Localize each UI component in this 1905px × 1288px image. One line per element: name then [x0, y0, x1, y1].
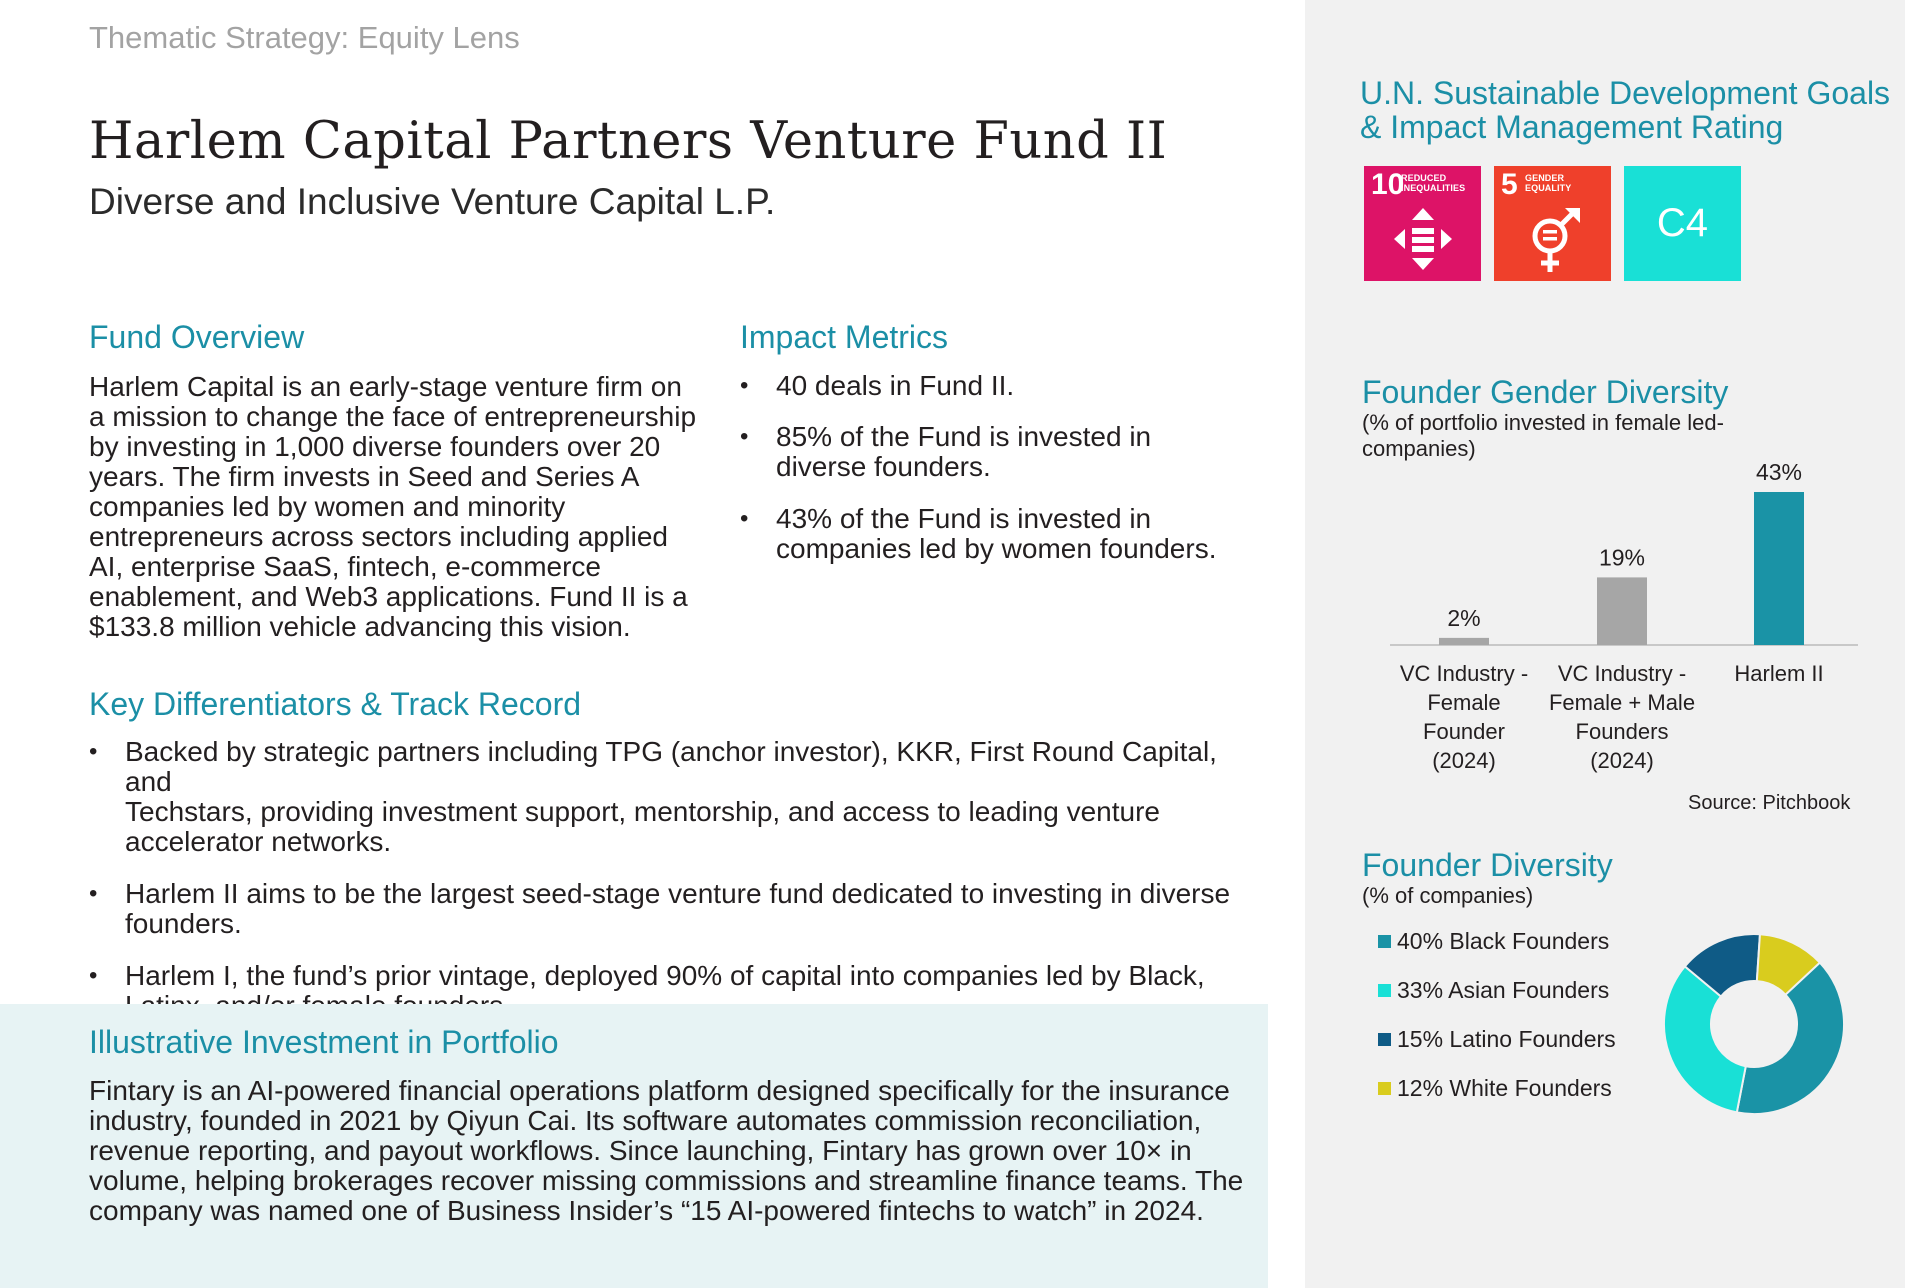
bar — [1597, 577, 1647, 645]
legend-label: 12% White Founders — [1397, 1075, 1612, 1101]
data-label: 43% — [1755, 459, 1803, 485]
sdg-caption — [1401, 173, 1465, 193]
list-item-line: diverse founders. — [776, 451, 991, 482]
fund-overview-heading: Fund Overview — [89, 319, 305, 355]
category-label: VC Industry - — [1399, 661, 1529, 686]
portfolio-line: revenue reporting, and payout workflows. Since launching, Fintary has grown over 10× in — [89, 1135, 1192, 1166]
category-label: VC Industry - — [1557, 661, 1687, 686]
fund-overview-line: by investing in 1,000 diverse founders over 20 — [89, 431, 661, 462]
differentiators-heading: Key Differentiators & Track Record — [89, 686, 582, 722]
diversity-chart-subtitle: (% of companies) — [1362, 883, 1534, 908]
bullet: • — [740, 372, 749, 399]
gender-chart-subtitle-line: companies) — [1362, 436, 1476, 461]
legend-item — [1378, 928, 1616, 955]
list-item-line: Backed by strategic partners including TPG (anchor investor), KKR, First Round Capital, and — [125, 736, 1217, 797]
legend-item — [1378, 1026, 1616, 1053]
legend-item — [1378, 1075, 1616, 1102]
list-item-line: Techstars, providing investment support, mentorship, and access to leading venture — [125, 796, 1161, 827]
reduced-inequalities-icon — [1392, 206, 1454, 272]
category-label: (2024) — [1590, 748, 1654, 773]
list-item-line: 43% of the Fund is invested in — [776, 503, 1152, 534]
list-item-line: Harlem I, the fund’s prior vintage, deployed 90% of capital into companies led by Black, — [125, 960, 1205, 991]
sdg-heading — [1360, 76, 1890, 144]
legend-swatch — [1378, 1033, 1391, 1046]
list-item — [740, 422, 1260, 482]
category-label: Founder — [1423, 719, 1505, 744]
category-label: (2024) — [1432, 748, 1496, 773]
data-label: 2% — [1447, 604, 1481, 631]
portfolio-line: company was named one of Business Insider’s “15 AI-powered fintechs to watch” in 2024. — [89, 1195, 1204, 1226]
category-label: Female + Male — [1548, 690, 1696, 715]
gender-chart-subtitle-line: (% of portfolio invested in female led- — [1362, 410, 1724, 435]
portfolio-line: Fintary is an AI-powered financial operations platform designed specifically for the insurance — [89, 1075, 1230, 1106]
bullet: • — [89, 962, 98, 989]
bar — [1754, 492, 1804, 645]
fund-overview-line: AI, enterprise SaaS, fintech, e-commerce — [89, 551, 601, 582]
diversity-chart-heading: Founder Diversity — [1362, 847, 1613, 883]
portfolio-text — [89, 1076, 1259, 1226]
list-item-line: Harlem II aims to be the largest seed-stage venture fund dedicated to investing in diverse — [125, 878, 1231, 909]
list-item-line: accelerator networks. — [125, 826, 392, 857]
bullet: • — [89, 738, 98, 765]
donut-slice — [1664, 966, 1746, 1112]
category-label: Harlem II — [1734, 661, 1824, 686]
portfolio-heading: Illustrative Investment in Portfolio — [89, 1024, 559, 1060]
legend-swatch — [1378, 984, 1391, 997]
sdg-caption-line: REDUCED — [1401, 173, 1447, 183]
portfolio-line: industry, founded in 2021 by Qiyun Cai. Its software automates commission reconciliation, — [89, 1105, 1202, 1136]
impact-metrics-list — [740, 371, 1260, 586]
page-subtitle: Diverse and Inclusive Venture Capital L.P. — [89, 181, 776, 222]
sdg-caption-line: GENDER — [1525, 173, 1565, 183]
fund-overview-line: a mission to change the face of entrepreneurship — [89, 401, 697, 432]
list-item — [89, 737, 1249, 857]
founder-diversity-donut-chart — [1650, 928, 1860, 1128]
category-label: Founders — [1575, 719, 1669, 744]
list-item-line: 40 deals in Fund II. — [776, 370, 1015, 401]
list-item — [740, 371, 1260, 401]
list-item-line: founders. — [125, 908, 242, 939]
sdg-tile-reduced-inequalities — [1364, 166, 1481, 281]
portfolio-line: volume, helping brokerages recover missing commissions and streamline finance teams. The — [89, 1165, 1244, 1196]
gender-chart-heading: Founder Gender Diversity — [1362, 374, 1729, 410]
legend-label: 40% Black Founders — [1397, 928, 1610, 954]
kicker: Thematic Strategy: Equity Lens — [89, 20, 520, 55]
fund-overview-line: entrepreneurs across sectors including applied — [89, 521, 668, 552]
sdg-number: 5 — [1501, 168, 1518, 201]
impact-rating-badge: C4 — [1624, 166, 1741, 281]
legend-item — [1378, 977, 1616, 1004]
legend-label: 33% Asian Founders — [1397, 977, 1610, 1003]
fund-overview-line: Harlem Capital is an early-stage venture firm on — [89, 371, 682, 402]
legend-swatch — [1378, 1082, 1391, 1095]
sdg-tile-gender-equality — [1494, 166, 1611, 281]
list-item-line: companies led by women founders. — [776, 533, 1217, 564]
legend-swatch — [1378, 935, 1391, 948]
page-title: Harlem Capital Partners Venture Fund II — [89, 112, 1168, 171]
list-item — [89, 879, 1249, 939]
list-item — [740, 504, 1260, 564]
fund-overview-line: $133.8 million vehicle advancing this vision. — [89, 611, 631, 642]
bar — [1439, 638, 1489, 645]
fund-overview-line: enablement, and Web3 applications. Fund II is a — [89, 581, 688, 612]
diversity-legend — [1378, 928, 1616, 1102]
bullet: • — [89, 880, 98, 907]
sdg-number: 10 — [1371, 168, 1405, 201]
sdg-caption — [1525, 173, 1571, 193]
fund-overview-line: years. The firm invests in Seed and Series A — [89, 461, 640, 492]
gender-equality-icon — [1526, 206, 1584, 276]
sdg-caption-line: EQUALITY — [1525, 183, 1572, 193]
legend-label: 15% Latino Founders — [1397, 1026, 1616, 1052]
differentiators-list — [89, 737, 1249, 1043]
bullet: • — [740, 423, 749, 450]
list-item-line: 85% of the Fund is invested in — [776, 421, 1152, 452]
sdg-heading-line: & Impact Management Rating — [1360, 109, 1784, 145]
bullet: • — [740, 505, 749, 532]
data-label: 19% — [1598, 544, 1646, 571]
gender-diversity-bar-chart — [1360, 440, 1880, 790]
source-note: Source: Pitchbook — [1688, 792, 1851, 814]
category-label: Female — [1427, 690, 1501, 715]
fund-overview-line: companies led by women and minority — [89, 491, 566, 522]
impact-metrics-heading: Impact Metrics — [740, 319, 949, 355]
fund-overview-text — [89, 372, 709, 642]
sdg-heading-line: U.N. Sustainable Development Goals — [1360, 75, 1891, 111]
sdg-caption-line: INEQUALITIES — [1401, 183, 1466, 193]
